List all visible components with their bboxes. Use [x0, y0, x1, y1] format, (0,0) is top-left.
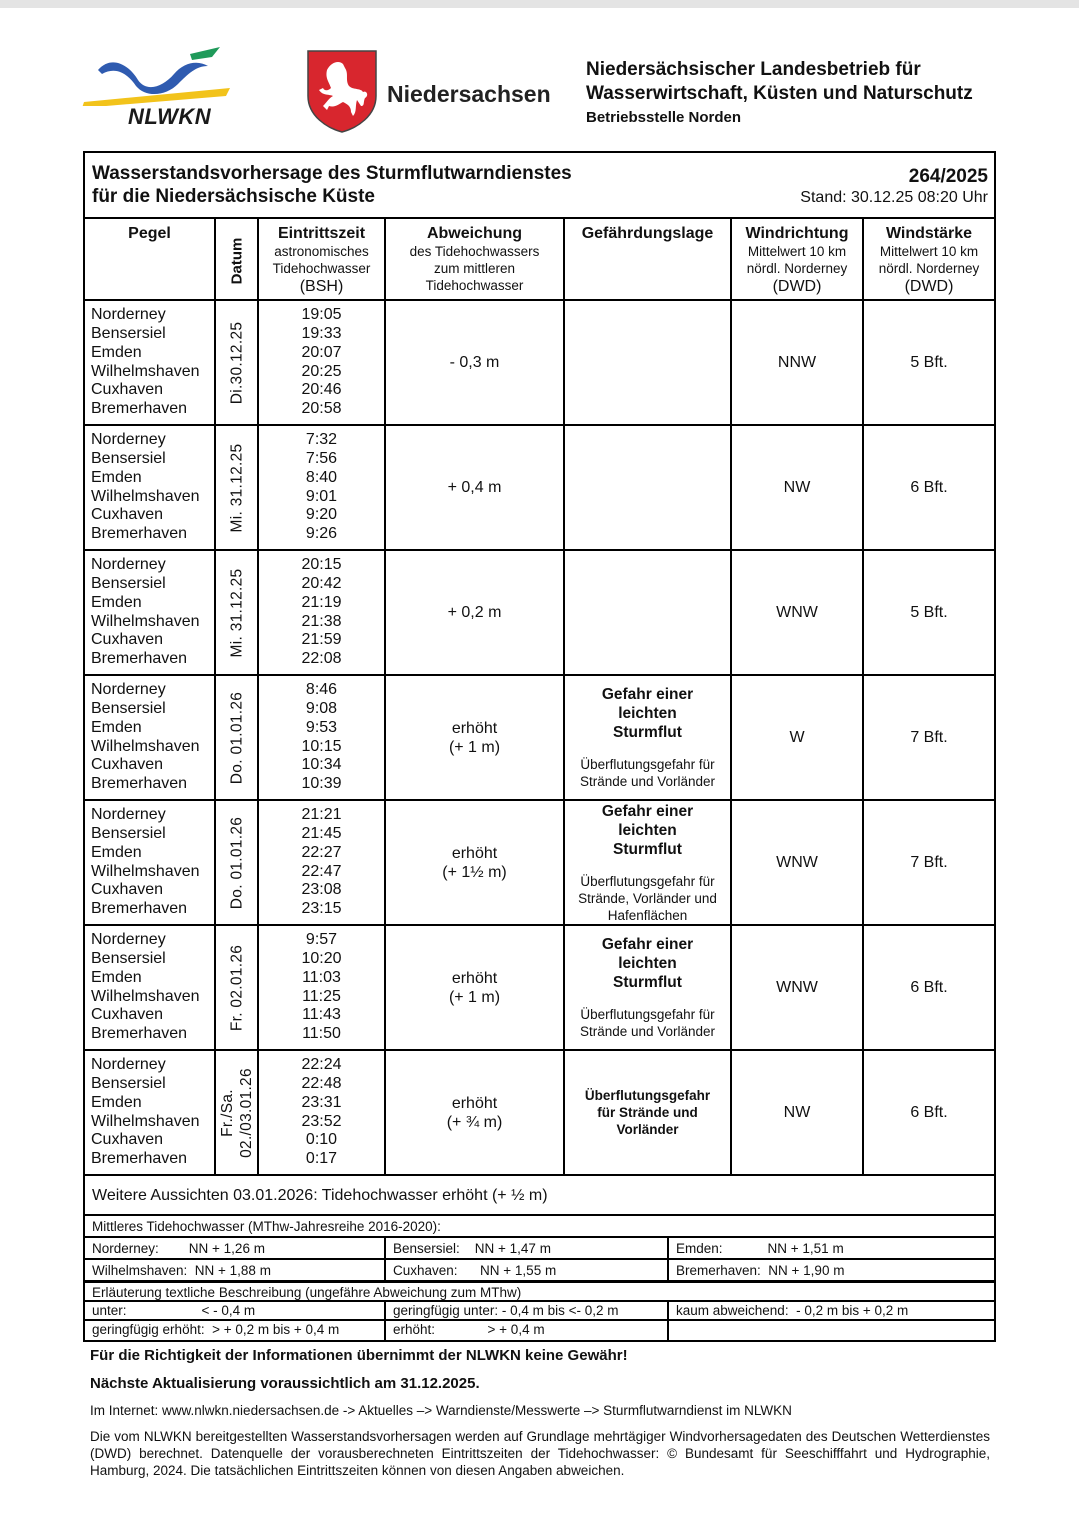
datum-cell: [215, 1050, 258, 1175]
forecast-row: [85, 550, 994, 675]
datum-cell: [215, 925, 258, 1050]
windstaerke-cell: [863, 675, 994, 800]
tide-time: 22:08: [301, 649, 342, 667]
tide-time: 22:27: [301, 843, 342, 861]
legend-title: Erläuterung textliche Beschreibung (ungefähre Abweichung zum MThw): [85, 1282, 994, 1302]
tide-time: 9:57: [305, 931, 338, 949]
tide-time: 20:07: [301, 343, 342, 361]
report-timestamp: Stand: 30.12.25 08:20 Uhr: [800, 189, 988, 206]
station-name: Cuxhaven: [91, 631, 164, 649]
report-title-line1: Wasserstandsvorhersage des Sturmflutwarndienstes: [92, 163, 572, 184]
abweichung-detail: (+ 1 m): [448, 988, 501, 1006]
gefaehrdung-cell: [564, 925, 731, 1050]
datum-label: [227, 321, 246, 404]
abweichung-value: - 0,3 m: [449, 354, 500, 371]
tide-time: 19:33: [301, 325, 342, 343]
tide-time: 10:39: [301, 774, 342, 792]
eintrittszeit-cell: [258, 800, 385, 925]
wind-direction: NW: [783, 479, 811, 496]
forecast-row: [85, 925, 994, 1050]
station-name: Bremerhaven: [91, 899, 188, 917]
tide-time: 21:45: [301, 825, 342, 843]
wind-direction: WNW: [776, 979, 818, 996]
wind-force: 6 Bft.: [910, 979, 948, 996]
station-name: Bensersiel: [91, 950, 166, 968]
gefaehrdung-description: Überflutungsgefahr für Strände und Vorländer: [579, 1007, 716, 1039]
tide-time: 10:15: [301, 737, 342, 755]
col-header-datum: Datum: [215, 219, 258, 300]
tide-time: 21:38: [301, 612, 342, 630]
datum-cell: [215, 425, 258, 550]
station-name: Bensersiel: [91, 450, 166, 468]
gefaehrdung-description: Überflutungsgefahr für Strände, Vorländer und Hafenflächen: [578, 873, 717, 923]
horse-shield-icon: [305, 48, 379, 134]
tide-time: 11:50: [302, 1024, 341, 1042]
mthw-row: [85, 1238, 994, 1260]
pegel-cell: [85, 1050, 215, 1175]
mthw-cell: Norderney: NN + 1,26 m: [85, 1238, 386, 1258]
tide-time: 21:21: [301, 806, 342, 824]
wind-direction: NW: [783, 1104, 811, 1121]
station-name: Bensersiel: [91, 700, 166, 718]
abweichung-value: + 0,2 m: [447, 604, 502, 621]
wind-force: 5 Bft.: [910, 604, 948, 621]
forecast-row: [85, 800, 994, 925]
eintrittszeit-cell: [258, 675, 385, 800]
wind-force: 6 Bft.: [910, 1104, 948, 1121]
tide-time: 11:43: [302, 1006, 341, 1024]
windrichtung-cell: [731, 1050, 863, 1175]
wind-direction: W: [789, 729, 805, 746]
mthw-cell: Emden: NN + 1,51 m: [676, 1241, 844, 1256]
wind-force: 7 Bft.: [910, 854, 948, 871]
tide-time: 9:20: [305, 506, 338, 524]
gefaehrdung-description: Überflutungsgefahr für Strände und Vorländer: [579, 757, 716, 789]
abweichung-cell: [385, 300, 564, 425]
windstaerke-cell: [863, 1050, 994, 1175]
station-name: Bensersiel: [91, 1075, 166, 1093]
legend-cell: geringfügig unter: - 0,4 m bis <- 0,2 m: [386, 1302, 669, 1319]
gefaehrdung-cell: [564, 550, 731, 675]
station-name: Emden: [91, 843, 142, 861]
col-header-pegel: Pegel: [85, 219, 215, 300]
abweichung-value: + 0,4 m: [447, 479, 502, 496]
gefaehrdung-level: Gefahr einer leichten Sturmflut: [601, 936, 694, 991]
col-header-eintrittszeit: Eintrittszeit astronomisches Tidehochwasser (BSH): [258, 219, 385, 300]
pegel-cell: [85, 800, 215, 925]
mthw-title: Mittleres Tidehochwasser (MThw-Jahresreihe 2016-2020):: [85, 1216, 994, 1238]
station-name: Wilhelmshaven: [91, 612, 200, 630]
tide-time: 9:08: [305, 700, 338, 718]
abweichung-cell: [385, 425, 564, 550]
forecast-row: [85, 1050, 994, 1175]
tide-time: 0:10: [305, 1131, 338, 1149]
legend-cell: kaum abweichend: - 0,2 m bis + 0,2 m: [676, 1303, 909, 1318]
tide-time: 23:08: [301, 881, 342, 899]
tide-time: 22:48: [301, 1075, 342, 1093]
windrichtung-cell: [731, 550, 863, 675]
station-name: Cuxhaven: [91, 1006, 164, 1024]
abweichung-value: erhöht: [451, 969, 498, 987]
tide-time: 10:20: [301, 950, 342, 968]
windstaerke-cell: [863, 425, 994, 550]
tide-time: 7:32: [305, 431, 338, 449]
abweichung-value: erhöht: [451, 719, 498, 737]
tide-time: 9:53: [305, 718, 338, 736]
forecast-row: [85, 425, 994, 550]
col-header-windstaerke: Windstärke Mittelwert 10 km nördl. Norderney (DWD): [863, 219, 994, 300]
table-header-row: [85, 219, 994, 300]
nlwkn-wave-icon: [80, 44, 232, 106]
tide-time: 9:26: [305, 524, 338, 542]
mthw-row: [85, 1260, 994, 1282]
pegel-cell: [85, 550, 215, 675]
abweichung-cell: [385, 925, 564, 1050]
mthw-cell: Bremerhaven: NN + 1,90 m: [676, 1263, 845, 1278]
station-name: Cuxhaven: [91, 756, 164, 774]
org-name-line2: Wasserwirtschaft, Küsten und Naturschutz: [586, 83, 973, 104]
datum-label: [227, 816, 246, 908]
legend-cell: [669, 1321, 994, 1340]
station-name: Wilhelmshaven: [91, 1112, 200, 1130]
wind-direction: WNW: [776, 604, 818, 621]
legend-row: [85, 1302, 994, 1321]
nlwkn-wordmark: NLWKN: [128, 104, 212, 129]
eintrittszeit-cell: [258, 550, 385, 675]
datum-label: [227, 443, 246, 532]
datum-cell: [215, 675, 258, 800]
datum-line: Di.30.12.25: [228, 321, 245, 404]
legend-row: [85, 1321, 994, 1340]
station-name: Bremerhaven: [91, 524, 188, 542]
tide-time: 22:24: [301, 1056, 342, 1074]
abweichung-cell: [385, 675, 564, 800]
station-name: Cuxhaven: [91, 1131, 164, 1149]
pegel-cell: [85, 300, 215, 425]
station-name: Cuxhaven: [91, 506, 164, 524]
pegel-cell: [85, 925, 215, 1050]
tide-time: 23:15: [301, 899, 342, 917]
station-name: Wilhelmshaven: [91, 487, 200, 505]
datum-label: [227, 568, 246, 657]
niedersachsen-logo: [305, 48, 555, 136]
viewer-top-bar: [0, 0, 1079, 8]
gefaehrdung-level: Überflutungsgefahr für Strände und Vorländer: [584, 1088, 711, 1137]
internet-link-text[interactable]: Im Internet: www.nlwkn.niedersachsen.de -> Aktuelles –> Warndienste/Messwerte –> Sturmflutwarndienst im NLWKN: [90, 1403, 792, 1418]
station-name: Wilhelmshaven: [91, 987, 200, 1005]
niedersachsen-wordmark: Niedersachsen: [387, 81, 551, 107]
tide-time: 8:46: [305, 681, 338, 699]
station-name: Emden: [91, 593, 142, 611]
datum-label: [227, 944, 246, 1030]
gefaehrdung-level: Gefahr einer leichten Sturmflut: [601, 686, 694, 741]
station-name: Norderney: [91, 1056, 166, 1074]
station-name: Bensersiel: [91, 575, 166, 593]
wind-direction: WNW: [776, 854, 818, 871]
gefaehrdung-cell: [564, 800, 731, 925]
data-source-note: Die vom NLWKN bereitgestellten Wasserstandsvorhersagen werden auf Grundlage mehrtägiger Windvorhersagedaten des Deutschen Wetterdienstes (DWD) berechnet. Datenquelle der vorausberechneten Eintrittszeiten der Tidehochwasser: © Bundesamt für Seeschifffahrt und Hydrographie, Hamburg, 2024. Die tatsächlichen Eintrittszeiten können von diesen Angaben abweichen.: [90, 1429, 990, 1478]
station-name: Wilhelmshaven: [91, 362, 200, 380]
tide-time: 21:19: [301, 593, 342, 611]
col-header-abweichung: Abweichung des Tidehochwassers zum mittleren Tidehochwasser: [385, 219, 564, 300]
tide-time: 10:34: [301, 756, 342, 774]
wind-force: 5 Bft.: [910, 354, 948, 371]
report-title: [92, 162, 572, 208]
station-name: Cuxhaven: [91, 381, 164, 399]
legend-cell: geringfügig erhöht: > + 0,2 m bis + 0,4 m: [85, 1321, 386, 1340]
datum-cell: [215, 550, 258, 675]
abweichung-cell: [385, 800, 564, 925]
footer: [90, 1346, 990, 1479]
tide-time: 9:01: [305, 487, 338, 505]
abweichung-cell: [385, 550, 564, 675]
station-name: Bremerhaven: [91, 399, 188, 417]
wind-force: 7 Bft.: [910, 729, 948, 746]
station-name: Bremerhaven: [91, 649, 188, 667]
station-name: Bremerhaven: [91, 1024, 188, 1042]
abweichung-cell: [385, 1050, 564, 1175]
station-name: Norderney: [91, 431, 166, 449]
gefaehrdung-cell: [564, 425, 731, 550]
report-number: 264/2025: [908, 166, 988, 187]
abweichung-value: erhöht: [451, 1094, 498, 1112]
pegel-cell: [85, 675, 215, 800]
org-branch: Betriebsstelle Norden: [586, 109, 742, 126]
datum-label: [227, 691, 246, 783]
nlwkn-logo: [80, 44, 232, 130]
report-title-line2: für die Niedersächsische Küste: [92, 186, 375, 207]
mthw-cell: Wilhelmshaven: NN + 1,88 m: [85, 1260, 386, 1280]
tide-time: 19:05: [301, 306, 342, 324]
abweichung-value: erhöht: [451, 844, 498, 862]
tide-time: 20:42: [301, 575, 342, 593]
station-name: Wilhelmshaven: [91, 862, 200, 880]
legend-cell: erhöht: > + 0,4 m: [386, 1321, 669, 1340]
legend-cell: unter: < - 0,4 m: [85, 1302, 386, 1319]
windrichtung-cell: [731, 925, 863, 1050]
gefaehrdung-cell: [564, 675, 731, 800]
station-name: Norderney: [91, 681, 166, 699]
station-name: Norderney: [91, 556, 166, 574]
station-name: Norderney: [91, 931, 166, 949]
tide-time: 11:03: [302, 968, 341, 986]
windstaerke-cell: [863, 800, 994, 925]
datum-line: Mi. 31.12.25: [228, 568, 245, 657]
tide-time: 23:52: [301, 1112, 342, 1130]
datum-line: Do. 01.01.26: [228, 691, 245, 784]
abweichung-detail: (+ 1½ m): [442, 863, 507, 881]
datum-line: Mi. 31.12.25: [228, 443, 245, 532]
tide-time: 8:40: [305, 468, 338, 486]
next-update: Nächste Aktualisierung voraussichtlich am 31.12.2025.: [90, 1375, 480, 1392]
station-name: Emden: [91, 1093, 142, 1111]
eintrittszeit-cell: [258, 425, 385, 550]
col-header-gefaehrdungslage: Gefährdungslage: [564, 219, 731, 300]
col-header-windrichtung: Windrichtung Mittelwert 10 km nördl. Norderney (DWD): [731, 219, 863, 300]
liability-disclaimer: Für die Richtigkeit der Informationen übernimmt der NLWKN keine Gewähr!: [90, 1347, 628, 1364]
tide-time: 20:58: [301, 399, 342, 417]
tide-time: 11:25: [302, 987, 341, 1005]
abweichung-detail: (+ ¾ m): [446, 1113, 503, 1131]
windstaerke-cell: [863, 925, 994, 1050]
org-name-line1: Niedersächsischer Landesbetrieb für: [586, 59, 921, 80]
datum-line: Do. 01.01.26: [228, 816, 245, 909]
tide-time: 23:31: [301, 1093, 342, 1111]
wind-direction: NNW: [777, 354, 817, 371]
station-name: Bremerhaven: [91, 1149, 188, 1167]
tide-time: 20:25: [301, 362, 342, 380]
datum-cell: [215, 300, 258, 425]
eintrittszeit-cell: [258, 925, 385, 1050]
station-name: Wilhelmshaven: [91, 737, 200, 755]
datum-label: [218, 1068, 256, 1158]
forecast-frame: [83, 151, 996, 1342]
abweichung-detail: (+ 1 m): [448, 738, 501, 756]
station-name: Emden: [91, 968, 142, 986]
eintrittszeit-cell: [258, 300, 385, 425]
windstaerke-cell: [863, 300, 994, 425]
windstaerke-cell: [863, 550, 994, 675]
tide-time: 20:15: [301, 556, 342, 574]
datum-line: Fr./Sa.: [218, 1088, 236, 1137]
station-name: Emden: [91, 468, 142, 486]
station-name: Cuxhaven: [91, 881, 164, 899]
station-name: Emden: [91, 343, 142, 361]
station-name: Bensersiel: [91, 825, 166, 843]
organisation-block: [586, 58, 973, 129]
windrichtung-cell: [731, 425, 863, 550]
windrichtung-cell: [731, 300, 863, 425]
datum-line: 02./03.01.26: [237, 1067, 255, 1158]
windrichtung-cell: [731, 800, 863, 925]
gefaehrdung-cell: [564, 1050, 731, 1175]
tide-time: 7:56: [305, 450, 338, 468]
tide-time: 0:17: [305, 1149, 338, 1167]
gefaehrdung-cell: [564, 300, 731, 425]
forecast-row: [85, 675, 994, 800]
tide-time: 20:46: [301, 381, 342, 399]
station-name: Bremerhaven: [91, 774, 188, 792]
forecast-rows: [85, 300, 994, 1175]
report-title-bar: [85, 153, 994, 219]
wind-force: 6 Bft.: [910, 479, 948, 496]
tide-time: 21:59: [301, 631, 342, 649]
forecast-row: [85, 300, 994, 425]
station-name: Norderney: [91, 806, 166, 824]
windrichtung-cell: [731, 675, 863, 800]
tide-time: 22:47: [301, 862, 342, 880]
mthw-cell: Bensersiel: NN + 1,47 m: [386, 1238, 669, 1258]
further-outlook: Weitere Aussichten 03.01.2026: Tidehochwasser erhöht (+ ½ m): [85, 1176, 994, 1216]
station-name: Emden: [91, 718, 142, 736]
gefaehrdung-level: Gefahr einer leichten Sturmflut: [601, 802, 694, 858]
station-name: Bensersiel: [91, 325, 166, 343]
eintrittszeit-cell: [258, 1050, 385, 1175]
datum-cell: [215, 800, 258, 925]
mthw-cell: Cuxhaven: NN + 1,55 m: [386, 1260, 669, 1280]
forecast-table: [85, 219, 994, 1176]
station-name: Norderney: [91, 306, 166, 324]
pegel-cell: [85, 425, 215, 550]
datum-line: Fr. 02.01.26: [228, 944, 245, 1031]
